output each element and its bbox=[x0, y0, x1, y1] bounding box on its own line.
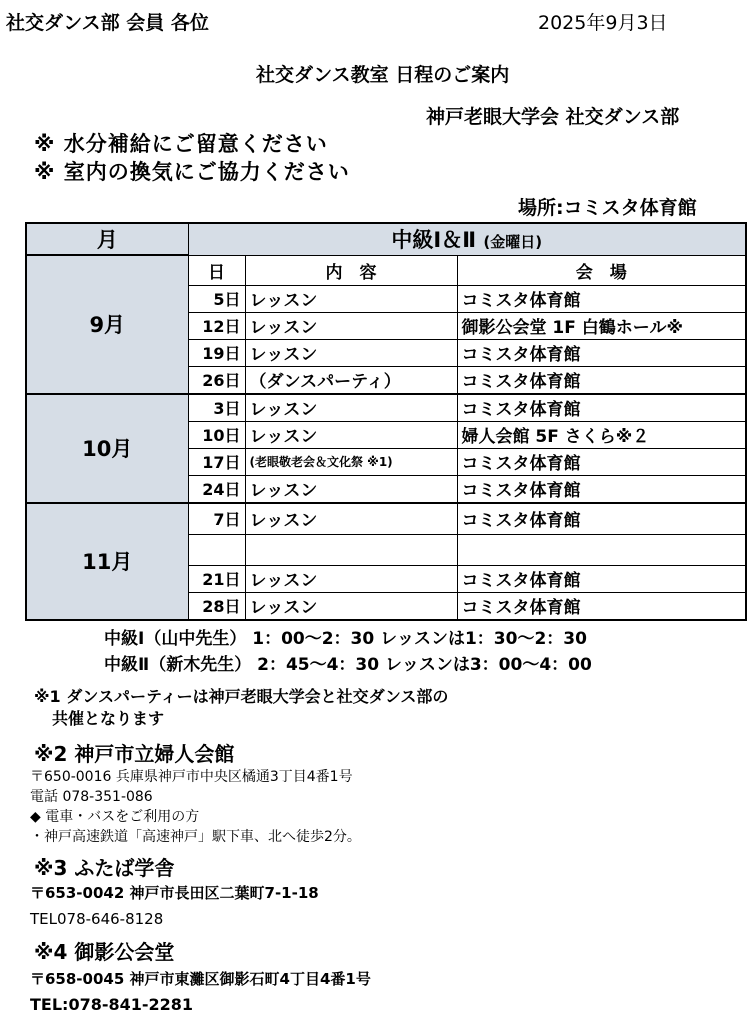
recipient-line: 社交ダンス部 会員 各位 bbox=[6, 12, 209, 34]
table-row bbox=[26, 394, 746, 422]
note-4-phone: TEL:078-841-2281 bbox=[30, 995, 194, 1014]
row-day bbox=[188, 534, 245, 565]
class-name: 中級Ⅰ＆Ⅱ bbox=[391, 228, 477, 253]
row-day: 26日 bbox=[188, 366, 245, 394]
row-content bbox=[245, 534, 457, 565]
note-2-access: ・神戸高速鉄道「高速神戸」駅下車、北へ徒歩2分。 bbox=[30, 829, 361, 845]
col-day-header: 日 bbox=[188, 255, 245, 285]
row-day: 19日 bbox=[188, 339, 245, 366]
class-day: (金曜日) bbox=[483, 233, 543, 252]
notice-ventilation: ※ 室内の換気にご協力ください bbox=[34, 160, 350, 184]
row-day: 7日 bbox=[188, 503, 245, 535]
note-4-address: 〒658-0045 神戸市東灘区御影石町4丁目4番1号 bbox=[30, 970, 371, 988]
organization-name: 神戸老眼大学会 社交ダンス部 bbox=[426, 106, 680, 128]
row-content: レッスン bbox=[245, 565, 457, 592]
row-venue: コミスタ体育館 bbox=[457, 503, 746, 535]
note-1-line-2: 共催となります bbox=[52, 709, 165, 728]
row-venue: コミスタ体育館 bbox=[457, 339, 746, 366]
note-3-phone: TEL078-646-8128 bbox=[30, 910, 164, 928]
time-intermediate-1: 中級Ⅰ（山中先生） 1：00～2：30 レッスンは1：30～2：30 bbox=[104, 629, 587, 649]
row-content: レッスン bbox=[245, 312, 457, 339]
row-venue: コミスタ体育館 bbox=[457, 448, 746, 475]
month-cell-sep: 9月 bbox=[26, 255, 188, 394]
note-4-title: ※4 御影公会堂 bbox=[34, 940, 175, 964]
notice-hydration: ※ 水分補給にご留意ください bbox=[34, 132, 328, 156]
row-day: 24日 bbox=[188, 475, 245, 503]
row-day: 5日 bbox=[188, 285, 245, 312]
row-day: 17日 bbox=[188, 448, 245, 475]
col-venue-header: 会 場 bbox=[457, 255, 746, 285]
row-content: （ダンスパーティ） bbox=[245, 366, 457, 394]
row-venue: コミスタ体育館 bbox=[457, 592, 746, 620]
note-3-title: ※3 ふたば学舎 bbox=[34, 856, 175, 880]
row-content: レッスン bbox=[245, 285, 457, 312]
row-content: レッスン bbox=[245, 592, 457, 620]
row-content: レッスン bbox=[245, 339, 457, 366]
row-venue: コミスタ体育館 bbox=[457, 366, 746, 394]
note-2-address: 〒650-0016 兵庫県神戸市中央区橘通3丁目4番1号 bbox=[30, 769, 353, 785]
document-date: 2025年9月3日 bbox=[538, 12, 668, 34]
row-venue: コミスタ体育館 bbox=[457, 285, 746, 312]
row-content: レッスン bbox=[245, 421, 457, 448]
schedule-table bbox=[25, 222, 747, 621]
row-content: レッスン bbox=[245, 394, 457, 422]
month-cell: 11月 bbox=[26, 503, 188, 620]
note-2-title: ※2 神戸市立婦人会館 bbox=[34, 742, 235, 766]
time-intermediate-2: 中級Ⅱ（新木先生） 2：45～4：30 レッスンは3：00～4：00 bbox=[104, 655, 592, 675]
note-3-address: 〒653-0042 神戸市長田区二葉町7-1-18 bbox=[30, 884, 319, 902]
note-1-line-1: ※1 ダンスパーティーは神戸老眼大学会と社交ダンス部の bbox=[34, 687, 449, 706]
row-venue: コミスタ体育館 bbox=[457, 394, 746, 422]
row-venue: コミスタ体育館 bbox=[457, 565, 746, 592]
row-day: 21日 bbox=[188, 565, 245, 592]
note-2-access-heading: ◆ 電車・バスをご利用の方 bbox=[30, 809, 200, 825]
row-day: 12日 bbox=[188, 312, 245, 339]
table-row bbox=[26, 503, 746, 535]
row-content: (老眼敬老会＆文化祭 ※1) bbox=[245, 448, 457, 475]
document-title: 社交ダンス教室 日程のご案内 bbox=[256, 64, 510, 86]
class-header bbox=[188, 223, 746, 255]
month-cell: 10月 bbox=[26, 394, 188, 503]
month-header: 月 bbox=[26, 223, 188, 255]
venue-line: 場所:コミスタ体育館 bbox=[518, 197, 697, 219]
col-content-header: 内 容 bbox=[245, 255, 457, 285]
row-day: 3日 bbox=[188, 394, 245, 422]
row-day: 28日 bbox=[188, 592, 245, 620]
row-venue: 婦人会館 5F さくら※２ bbox=[457, 421, 746, 448]
note-2-phone: 電話 078-351-086 bbox=[30, 789, 153, 805]
row-content: レッスン bbox=[245, 475, 457, 503]
row-venue: 御影公会堂 1F 白鶴ホール※ bbox=[457, 312, 746, 339]
row-venue bbox=[457, 534, 746, 565]
row-day: 10日 bbox=[188, 421, 245, 448]
row-venue: コミスタ体育館 bbox=[457, 475, 746, 503]
row-content: レッスン bbox=[245, 503, 457, 535]
